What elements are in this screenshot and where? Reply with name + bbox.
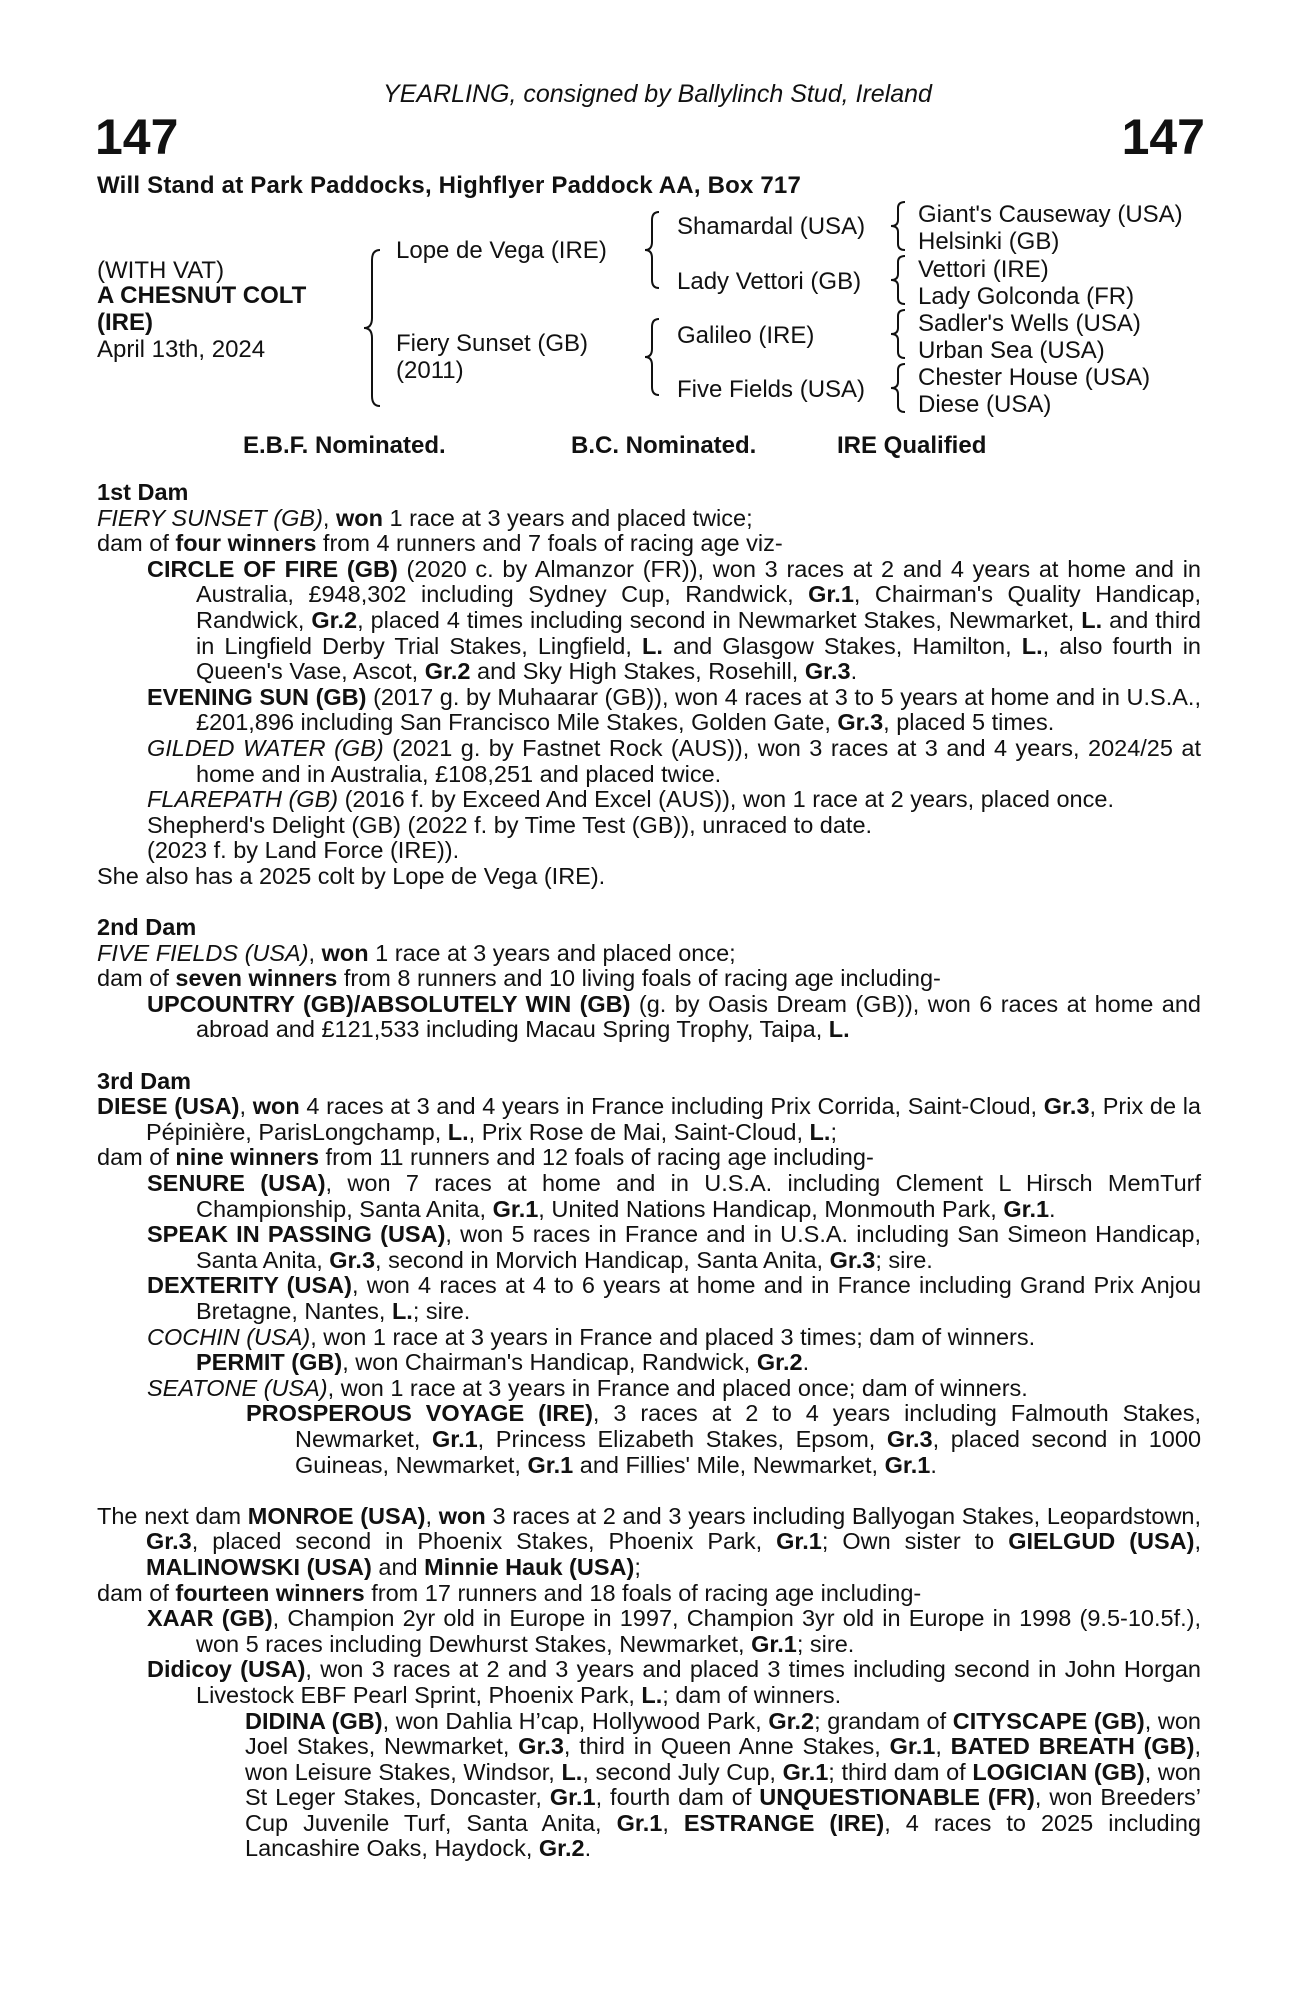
third-dam-section — [97, 1069, 1201, 1479]
ancestor-8: Diese (USA) — [918, 391, 1052, 418]
produce-entry: UPCOUNTRY (GB)/ABSOLUTELY WIN (GB) (g. by Oasis Dream (GB)), won 6 races at home and abroad and £121,533 including Macau Spring Trophy, Taipa, L. — [147, 990, 1201, 1043]
dam-produce-summary: dam of four winners from 4 runners and 7 foals of racing age viz- — [97, 530, 783, 557]
ancestor-3: Vettori (IRE) — [918, 256, 1049, 283]
dam-summary: FIVE FIELDS (USA), won 1 race at 3 years and placed once; — [97, 939, 736, 966]
pedigree-brace-g3-1 — [889, 200, 911, 252]
produce-entry: COCHIN (USA), won 1 race at 3 years in France and placed 3 times; dam of winners. — [147, 1323, 1036, 1350]
produce-entry: XAAR (GB), Champion 2yr old in Europe in 1997, Champion 3yr old in Europe in 1998 (9.5-10.5f.), won 5 races including Dewhurst Stakes, Newmarket, Gr.1; sire. — [147, 1605, 1201, 1657]
produce-entry: GILDED WATER (GB) (2021 g. by Fastnet Rock (AUS)), won 3 races at 3 and 4 years, 2024/25 at home and in Australia, £108,251 and placed twice. — [147, 734, 1202, 787]
ebf-nomination: E.B.F. Nominated. — [243, 432, 446, 459]
dam-summary: FIERY SUNSET (GB), won 1 race at 3 years and placed twice; — [97, 504, 753, 531]
produce-entry: Didicoy (USA), won 3 races at 2 and 3 years and placed 3 times including second in John Horgan Livestock EBF Pearl Sprint, Phoenix Park, L.; dam of winners. — [147, 1656, 1201, 1708]
dam-dam: Five Fields (USA) — [677, 376, 866, 403]
produce-entry: SPEAK IN PASSING (USA), won 5 races in France and in U.S.A. including San Simeon Handicap, Santa Anita, Gr.3, second in Morvich Handicap, Santa Anita, Gr.3; sire. — [147, 1221, 1201, 1273]
lot-number-left: 147 — [95, 109, 179, 165]
sire-dam: Lady Vettori (GB) — [677, 268, 862, 295]
section-heading: 1st Dam — [97, 479, 189, 505]
dam-summary: The next dam MONROE (USA), won 3 races at 2 and 3 years including Ballyogan Stakes, Leopardstown, Gr.3, placed second in Phoenix Stakes, Phoenix Park, Gr.1; Own sister to GIELGUD (USA), MALINOWSKI (USA) and Minnie Hauk (USA); — [97, 1502, 1202, 1580]
produce-entry: CIRCLE OF FIRE (GB) (2020 c. by Almanzor (FR)), won 3 races at 2 and 4 years at home and in Australia, £948,302 including Sydney Cup, Randwick, Gr.1, Chairman's Quality Handicap, Randwick, Gr.2, placed 4 times including second in Newmarket Stakes, Newmarket, L. and third in Lingfield Derby Trial Stakes, Lingfield, L. and Glasgow Stakes, Hamilton, L., also fourth in Queen's Vase, Ascot, Gr.2 and Sky High Stakes, Rosehill, Gr.3. — [147, 555, 1201, 685]
dam-year: (2011) — [396, 357, 464, 384]
ancestor-6: Urban Sea (USA) — [918, 337, 1105, 364]
dam-produce-summary: dam of nine winners from 11 runners and 12 foals of racing age including- — [97, 1144, 874, 1171]
dam-summary: DIESE (USA), won 4 races at 3 and 4 years in France including Prix Corrida, Saint-Cloud, Gr.3, Prix de la Pépinière, ParisLongchamp, L., Prix Rose de Mai, Saint-Cloud, L.; — [97, 1093, 1201, 1145]
grandproduce-entry: PROSPEROUS VOYAGE (IRE), 3 races at 2 to 4 years including Falmouth Stakes, Newmarket, Gr.1, Princess Elizabeth Stakes, Epsom, Gr.3, placed second in 1000 Guineas, Newmarket, Gr.1 and Fillies' Mile, Newmarket, Gr.1. — [246, 1400, 1202, 1478]
pedigree-brace-g3-4 — [889, 362, 911, 414]
dam-sire: Galileo (IRE) — [677, 322, 815, 349]
pedigree-brace-main — [362, 248, 388, 408]
catalogue-body — [97, 480, 1201, 1862]
ancestor-5: Sadler's Wells (USA) — [918, 310, 1141, 337]
section-heading: 3rd Dam — [97, 1067, 192, 1094]
ire-qualified: IRE Qualified — [837, 432, 987, 459]
grandproduce-entry: PERMIT (GB), won Chairman's Handicap, Randwick, Gr.2. — [196, 1349, 810, 1376]
pedigree-brace-g3-2 — [889, 254, 911, 306]
produce-entry: (2023 f. by Land Force (IRE)). — [147, 837, 460, 864]
pedigree-brace-sire — [643, 210, 665, 290]
sire: Lope de Vega (IRE) — [396, 237, 607, 264]
section-heading: 2nd Dam — [97, 914, 197, 941]
ancestor-4: Lady Golconda (FR) — [918, 283, 1135, 310]
dam-produce-summary: dam of seven winners from 8 runners and 10 living foals of racing age including- — [97, 965, 941, 992]
pedigree-brace-g3-3 — [889, 308, 911, 360]
ancestor-2: Helsinki (GB) — [918, 228, 1060, 255]
stand-location: Will Stand at Park Paddocks, Highflyer Paddock AA, Box 717 — [97, 172, 802, 199]
grandproduce-entry: DIDINA (GB), won Dahlia H’cap, Hollywood Park, Gr.2; grandam of CITYSCAPE (GB), won Joel Stakes, Newmarket, Gr.3, third in Queen Anne Stakes, Gr.1, BATED BREATH (GB), won Leisure Stakes, Windsor, L., second July Cup, Gr.1; third dam of LOGICIAN (GB), won St Leger Stakes, Doncaster, Gr.1, fourth dam of UNQUESTIONABLE (FR), won Breeders’ Cup Juvenile Turf, Santa Anita, Gr.1, ESTRANGE (IRE), 4 races to 2025 including Lancashire Oaks, Haydock, Gr.2. — [245, 1707, 1202, 1862]
produce-entry: EVENING SUN (GB) (2017 g. by Muhaarar (GB)), won 4 races at 3 to 5 years at home and in U.S.A., £201,896 including San Francisco Mile Stakes, Golden Gate, Gr.3, placed 5 times. — [147, 683, 1201, 736]
first-dam-section — [97, 480, 1201, 890]
pedigree-brace-dam — [643, 317, 665, 397]
dam-closing-note: She also has a 2025 colt by Lope de Vega (IRE). — [97, 862, 606, 889]
horse-name-line2: (IRE) — [97, 309, 153, 336]
dam-produce-summary: dam of fourteen winners from 17 runners and 18 foals of racing age including- — [97, 1579, 922, 1606]
produce-entry: FLAREPATH (GB) (2016 f. by Exceed And Excel (AUS)), won 1 race at 2 years, placed once. — [147, 786, 1114, 813]
ancestor-7: Chester House (USA) — [918, 364, 1151, 391]
sire-sire: Shamardal (USA) — [677, 213, 866, 240]
next-dam-section — [97, 1504, 1201, 1862]
produce-entry: Shepherd's Delight (GB) (2022 f. by Time Test (GB)), unraced to date. — [147, 811, 873, 838]
horse-name-line1: A CHESNUT COLT — [97, 282, 307, 309]
produce-entry: SENURE (USA), won 7 races at home and in U.S.A. including Clement L Hirsch MemTurf Championship, Santa Anita, Gr.1, United Nations Handicap, Monmouth Park, Gr.1. — [147, 1170, 1201, 1222]
ancestor-1: Giant's Causeway (USA) — [918, 201, 1183, 228]
dam: Fiery Sunset (GB) — [396, 330, 589, 357]
bc-nomination: B.C. Nominated. — [571, 432, 757, 459]
lot-number-right: 147 — [1121, 109, 1205, 165]
second-dam-section — [97, 915, 1201, 1043]
foaling-date: April 13th, 2024 — [97, 336, 266, 363]
catalogue-heading: YEARLING, consigned by Ballylinch Stud, Ireland — [383, 80, 932, 108]
produce-entry: SEATONE (USA), won 1 race at 3 years in France and placed once; dam of winners. — [147, 1374, 1028, 1401]
produce-entry: DEXTERITY (USA), won 4 races at 4 to 6 years at home and in France including Grand Prix Anjou Bretagne, Nantes, L.; sire. — [147, 1272, 1202, 1324]
vat-note: (WITH VAT) — [97, 257, 225, 284]
